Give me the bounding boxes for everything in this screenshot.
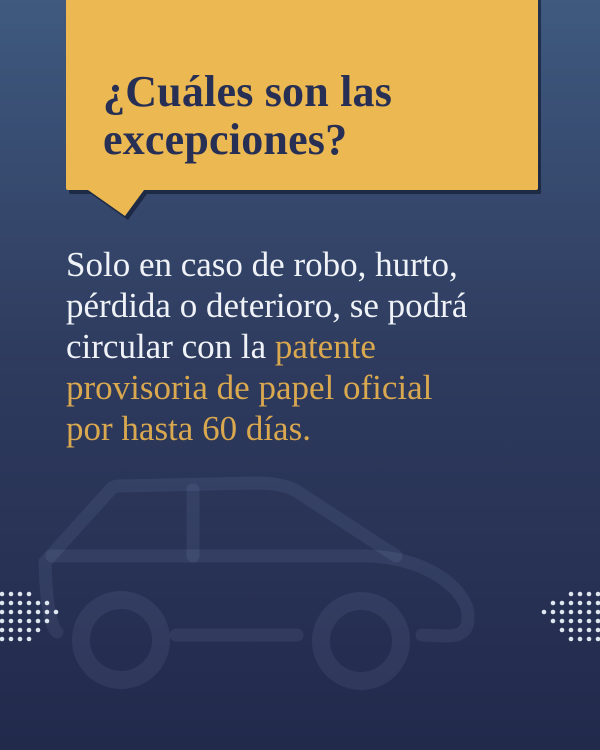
- paragraph-line: pérdida o deterioro, se podrá: [66, 286, 468, 325]
- paragraph-line: Solo en caso de robo, hurto,: [66, 245, 458, 284]
- paragraph-text: circular con la: [66, 327, 275, 366]
- speech-bubble: [66, 0, 538, 216]
- question-title-line1: ¿Cuáles son las: [103, 67, 393, 116]
- highlight-text: patente: [274, 327, 376, 366]
- answer-paragraph: [66, 244, 467, 449]
- car-outline-icon: [45, 483, 468, 681]
- highlight-text: provisoria de papel oficial: [66, 368, 433, 407]
- speech-bubble-tail: [88, 190, 144, 216]
- highlight-text: por hasta 60 días.: [66, 409, 311, 448]
- halftone-dots-right-icon: [542, 592, 600, 642]
- question-title-line2: excepciones?: [103, 115, 348, 164]
- speech-bubble-box: [66, 0, 538, 190]
- paragraph-line: [66, 326, 467, 367]
- question-title: [103, 68, 510, 164]
